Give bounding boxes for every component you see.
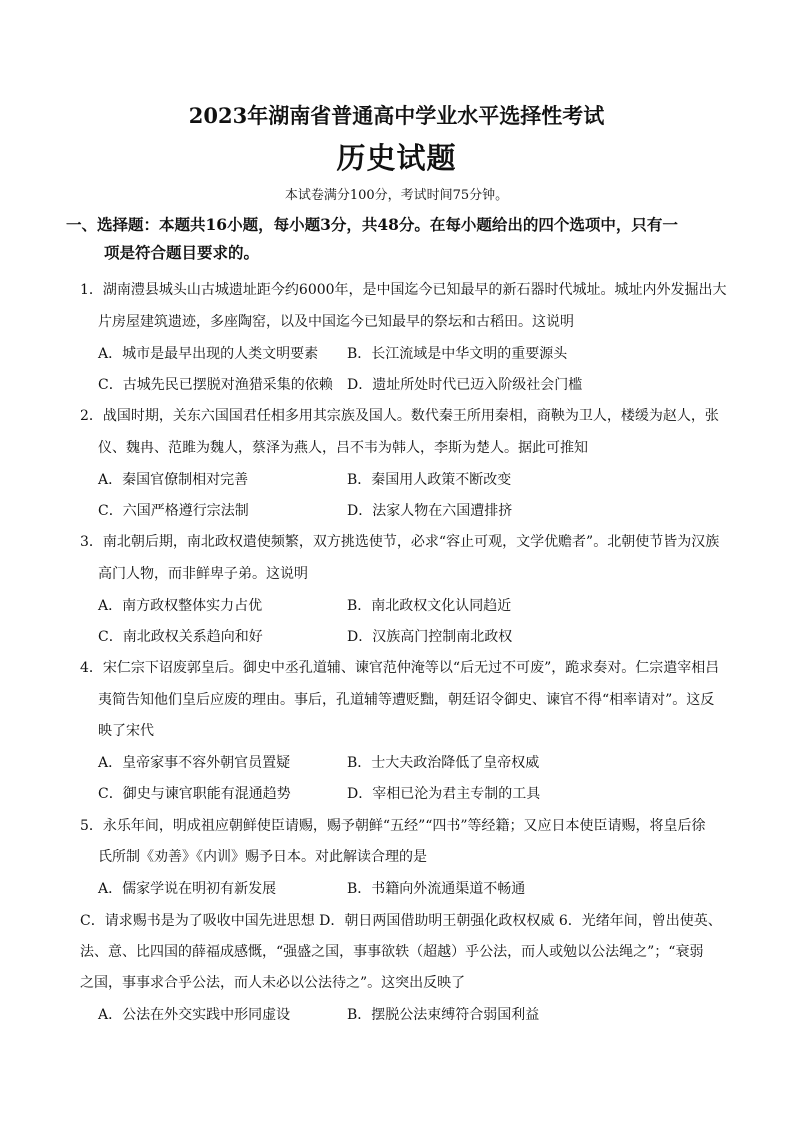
question-6-option-a: A．公法在外交实践中形同虚设 (98, 1007, 291, 1023)
question-4-line-2: 夷简告知他们皇后应废的理由。事后，孔道辅等遭贬黜，朝廷诏令御史、谏官不得“相率请对”。这反 (98, 692, 715, 708)
question-4-line-3: 映了宋代 (98, 723, 154, 739)
question-2-option-d: D．法家人物在六国遭排挤 (347, 503, 513, 519)
question-1-line-1: 1．湖南澧县城头山古城遗址距今约6000年，是中国迄今已知最早的新石器时代城址。城址内外发掘出大 (80, 282, 727, 298)
question-2-option-a: A．秦国官僚制相对完善 (98, 472, 249, 488)
exam-title: 2023年湖南省普通高中学业水平选择性考试 (188, 103, 605, 128)
exam-note: 本试卷满分100分，考试时间75分钟。 (284, 188, 509, 203)
question-3-option-a: A．南方政权整体实力占优 (98, 598, 263, 614)
question-4-option-c: C．御史与谏官职能有混通趋势 (98, 786, 291, 802)
question-5-options-c-d-and-question-6-line-1: C．请求赐书是为了吸收中国先进思想 D．朝日两国借助明王朝强化政权权威 6．光绪年间，曾出使英、 (80, 913, 722, 929)
question-3-line-2: 高门人物，而非鲜卑子弟。这说明 (98, 566, 308, 582)
question-3-line-1: 3．南北朝后期，南北政权遣使频繁，双方挑选使节，必求“容止可观，文学优赡者”。北朝使节皆为汉族 (80, 534, 720, 550)
question-5-option-b: B．书籍向外流通渠道不畅通 (347, 881, 526, 897)
question-4-option-b: B．士大夫政治降低了皇帝权威 (347, 755, 540, 771)
section-heading-line-2: 项是符合题目要求的。 (104, 243, 260, 262)
question-2-line-2: 仪、魏冉、范雎为魏人，蔡泽为燕人，吕不韦为韩人，李斯为楚人。据此可推知 (98, 440, 588, 456)
question-6-option-b: B．摆脱公法束缚符合弱国利益 (347, 1007, 540, 1023)
question-4-option-a: A．皇帝家事不容外朝官员置疑 (98, 755, 291, 771)
question-5-option-a: A．儒家学说在明初有新发展 (98, 881, 277, 897)
question-1-option-c: C．古城先民已摆脱对渔猎采集的依赖 (98, 377, 333, 393)
question-6-line-3: 之国，事事求合乎公法，而人未必以公法待之”。这突出反映了 (80, 975, 466, 991)
question-1-option-d: D．遗址所处时代已迈入阶级社会门槛 (347, 377, 583, 393)
subject-title: 历史试题 (336, 141, 457, 175)
question-2-line-1: 2．战国时期，关东六国国君任相多用其宗族及国人。数代秦王所用秦相，商鞅为卫人，楼缓为赵人，张 (80, 408, 719, 424)
question-4-option-d: D．宰相已沦为君主专制的工具 (347, 786, 541, 802)
question-2-option-c: C．六国严格遵行宗法制 (98, 503, 249, 519)
question-3-option-d: D．汉族高门控制南北政权 (347, 629, 513, 645)
section-heading-line-1: 一、选择题：本题共16小题，每小题3分，共48分。在每小题给出的四个选项中，只有一 (66, 215, 678, 234)
question-5-line-1: 5．永乐年间，明成祖应朝鲜使臣请赐，赐予朝鲜“五经”“四书”等经籍；又应日本使臣请赐，将皇后徐 (80, 818, 706, 834)
question-2-option-b: B．秦国用人政策不断改变 (347, 472, 512, 488)
question-5-line-2: 氏所制《劝善》《内训》赐予日本。对此解读合理的是 (98, 849, 427, 865)
question-1-option-b: B．长江流域是中华文明的重要源头 (347, 346, 568, 362)
question-6-line-2: 法、意、比四国的薛福成感慨，“强盛之国，事事欲轶（超越）乎公法，而人或勉以公法绳之”；“衰弱 (80, 944, 704, 960)
question-1-option-a: A．城市是最早出现的人类文明要素 (98, 346, 319, 362)
question-3-option-c: C．南北政权关系趋向和好 (98, 629, 263, 645)
question-3-option-b: B．南北政权文化认同趋近 (347, 598, 512, 614)
question-4-line-1: 4．宋仁宗下诏废郭皇后。御史中丞孔道辅、谏官范仲淹等以“后无过不可废”，跪求奏对。仁宗遣宰相吕 (80, 660, 720, 676)
question-1-line-2: 片房屋建筑遗迹，多座陶窑，以及中国迄今已知最早的祭坛和古稻田。这说明 (98, 314, 574, 330)
